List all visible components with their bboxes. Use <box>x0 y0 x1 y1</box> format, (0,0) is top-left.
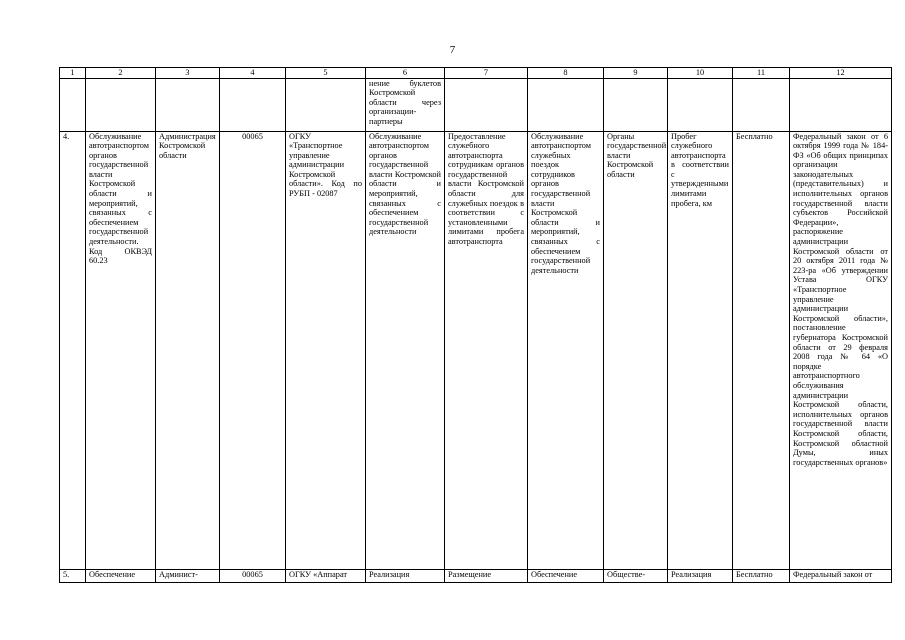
column-number: 5 <box>286 68 366 79</box>
table-cell <box>86 78 156 131</box>
table-cell: 4. <box>60 131 86 569</box>
table-cell: Обеспечение <box>86 569 156 582</box>
column-number: 3 <box>156 68 220 79</box>
table-cell: Администрация Костромской области <box>156 131 220 569</box>
column-number: 7 <box>445 68 528 79</box>
column-number: 10 <box>668 68 733 79</box>
table-cell: Обществе- <box>604 569 668 582</box>
table-cell <box>220 78 286 131</box>
table-cell <box>156 78 220 131</box>
table-cell: Обеспечение <box>528 569 604 582</box>
table-row <box>60 78 892 131</box>
page-number: 7 <box>449 44 456 56</box>
table-cell: Обслуживание автотранспортом служебных поездок сотрудников органов государственной власти Костромской области и мероприятий, связанных с обеспечением государственной деятельности <box>528 131 604 569</box>
column-number: 4 <box>220 68 286 79</box>
table-row <box>60 569 892 582</box>
column-number: 12 <box>790 68 892 79</box>
services-table <box>59 67 892 583</box>
table-cell: Реализация <box>366 569 445 582</box>
column-number: 8 <box>528 68 604 79</box>
column-number: 9 <box>604 68 668 79</box>
table-cell: Реализация <box>668 569 733 582</box>
table-cell: Предоставление служебного автотранспорта сотрудникам органов государственной власти Костромской области для служебных поездок в соответствии с установленными лимитами пробега автотранспорта <box>445 131 528 569</box>
table-cell: ОГКУ «Транспортное управление администрации Костромской области». Код по РУБП - 02087 <box>286 131 366 569</box>
table-cell: Размещение <box>445 569 528 582</box>
table-cell: 00065 <box>220 569 286 582</box>
table-cell: Бесплатно <box>733 131 790 569</box>
table-cell: 5. <box>60 569 86 582</box>
table-cell: Обслуживание автотранспортом органов государственной власти Костромской области и мероприятий, связанных с обеспечением государственной деятельности. Код ОКВЭД 60.23 <box>86 131 156 569</box>
table-cell: ОГКУ «Аппарат <box>286 569 366 582</box>
table-cell <box>286 78 366 131</box>
table-cell: нение буклетов Костромской области через организации-партнеры <box>366 78 445 131</box>
table-cell <box>733 78 790 131</box>
table-cell: Федеральный закон от 6 октября 1999 года № 184-ФЗ «Об общих принципах организации законодательных (представительных) и исполнительных органов государственной власти субъектов Российской Федерации», распоряжение администрации Костромской области от 20 октября 2011 года № 223-ра «Об утверждении Устава ОГКУ «Транспортное управление администрации Костромской области», постановление губернатора Костромской области от 29 февраля 2008 года № 64 «О порядке автотранспортного обслуживания администрации Костромской области, исполнительных органов государственной власти Костромской области, Костромской областной Думы, иных государственных органов» <box>790 131 892 569</box>
table-cell <box>528 78 604 131</box>
column-number-row <box>60 68 892 79</box>
table-cell: Федеральный закон от <box>790 569 892 582</box>
column-number: 1 <box>60 68 86 79</box>
column-number: 11 <box>733 68 790 79</box>
table-cell: Бесплатно <box>733 569 790 582</box>
table-cell: Админист- <box>156 569 220 582</box>
table-cell <box>445 78 528 131</box>
column-number: 2 <box>86 68 156 79</box>
table-row <box>60 131 892 569</box>
table-cell <box>790 78 892 131</box>
table-cell <box>668 78 733 131</box>
table-cell <box>60 78 86 131</box>
table-cell <box>604 78 668 131</box>
table-cell: 00065 <box>220 131 286 569</box>
column-number: 6 <box>366 68 445 79</box>
table-cell: Органы государственной власти Костромской области <box>604 131 668 569</box>
table-cell: Пробег служебного автотранспорта в соответствии с утвержденными лимитами пробега, км <box>668 131 733 569</box>
table-cell: Обслуживание автотранспортом органов государственной власти Костромской области и мероприятий, связанных с обеспечением государственной деятельности <box>366 131 445 569</box>
